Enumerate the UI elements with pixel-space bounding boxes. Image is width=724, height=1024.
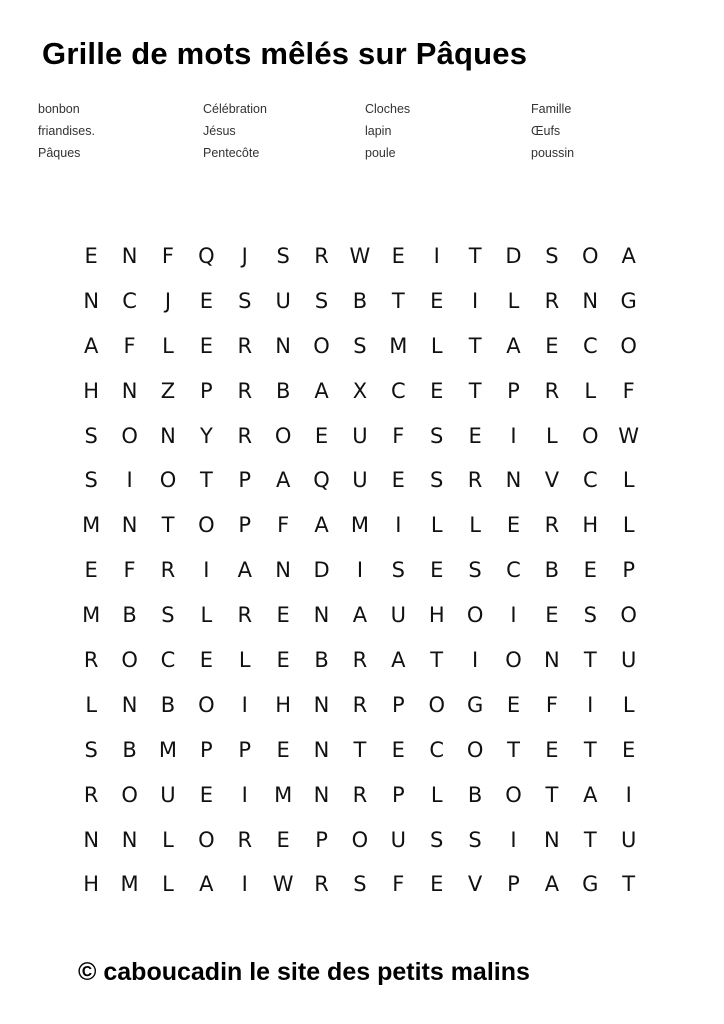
- grid-cell: E: [276, 603, 290, 628]
- grid-cell: A: [275, 468, 291, 493]
- grid-cell: A: [199, 872, 214, 897]
- grid-cell: O: [505, 782, 522, 807]
- grid-cell: F: [392, 423, 405, 448]
- grid-cell: I: [241, 782, 248, 807]
- grid-cell: F: [622, 378, 635, 403]
- grid-cell: L: [622, 468, 635, 493]
- grid-cell: E: [468, 423, 482, 448]
- grid-cell: W: [349, 244, 371, 268]
- grid-cell: S: [430, 423, 444, 448]
- grid-cell: L: [469, 513, 481, 538]
- grid-cell: R: [544, 378, 560, 403]
- grid-cell: U: [160, 782, 176, 807]
- grid-cell: J: [241, 244, 248, 268]
- grid-cell: W: [272, 872, 294, 897]
- grid-cell: N: [160, 423, 176, 448]
- grid-cell: R: [237, 378, 253, 403]
- grid-cell: H: [275, 692, 292, 717]
- grid-cell: V: [544, 468, 560, 493]
- grid-cell: R: [83, 782, 99, 807]
- grid-cell: N: [544, 648, 560, 673]
- grid-cell: G: [466, 692, 484, 717]
- grid-cell: L: [430, 782, 443, 807]
- grid-cell: E: [276, 648, 290, 673]
- grid-cell: S: [430, 468, 444, 493]
- grid-cell: A: [84, 333, 99, 358]
- grid-cell: O: [274, 423, 292, 448]
- grid-cell: I: [126, 468, 133, 493]
- grid-cell: L: [507, 288, 520, 313]
- grid-cell: A: [391, 648, 406, 673]
- grid-cell: O: [466, 603, 484, 628]
- grid-cell: M: [350, 513, 369, 538]
- grid-cell: I: [241, 872, 248, 897]
- grid-cell: O: [198, 513, 215, 538]
- grid-cell: L: [584, 378, 597, 403]
- grid-cell: F: [277, 513, 290, 538]
- word-list: [38, 98, 658, 164]
- grid-cell: I: [510, 603, 517, 628]
- grid-cell: N: [275, 333, 291, 358]
- grid-cell: L: [430, 513, 443, 538]
- grid-cell: P: [200, 378, 213, 403]
- grid-cell: E: [506, 513, 521, 538]
- grid-cell: N: [83, 827, 100, 852]
- grid-cell: L: [622, 692, 635, 717]
- word-list-item: Famille: [531, 102, 572, 116]
- grid-cell: Z: [160, 378, 176, 403]
- grid-cell: T: [468, 244, 482, 268]
- grid-cell: E: [276, 827, 290, 852]
- grid-cell: I: [472, 288, 479, 313]
- word-list-item: Cloches: [365, 102, 411, 116]
- grid-cell: N: [121, 513, 138, 538]
- grid-cell: O: [620, 333, 637, 358]
- grid-cell: F: [123, 333, 136, 358]
- grid-cell: S: [314, 288, 329, 313]
- grid-cell: U: [390, 603, 406, 628]
- grid-cell: F: [123, 558, 136, 583]
- grid-cell: S: [353, 872, 367, 897]
- grid-cell: P: [507, 872, 520, 897]
- grid-cell: R: [352, 692, 368, 717]
- grid-cell: T: [391, 288, 405, 313]
- grid-cell: N: [121, 692, 138, 717]
- grid-cell: O: [428, 692, 445, 717]
- grid-cell: V: [467, 872, 483, 897]
- grid-cell: O: [351, 827, 369, 852]
- grid-cell: O: [198, 692, 215, 717]
- grid-cell: O: [620, 603, 637, 628]
- grid-cell: E: [545, 333, 559, 358]
- grid-cell: W: [618, 423, 640, 448]
- grid-cell: E: [430, 558, 444, 583]
- grid-cell: R: [544, 288, 560, 313]
- grid-cell: S: [276, 244, 290, 268]
- grid-cell: R: [237, 423, 253, 448]
- grid-cell: I: [395, 513, 402, 538]
- grid-cell: P: [391, 692, 405, 717]
- grid-cell: N: [83, 288, 100, 313]
- grid-cell: T: [545, 782, 559, 807]
- grid-cell: E: [314, 423, 329, 448]
- grid-cell: T: [161, 513, 175, 538]
- grid-cell: B: [122, 603, 137, 628]
- grid-cell: O: [121, 648, 138, 673]
- grid-cell: T: [353, 737, 367, 762]
- grid-cell: L: [85, 692, 98, 717]
- grid-cell: N: [275, 558, 291, 583]
- grid-cell: R: [237, 827, 253, 852]
- grid-cell: U: [275, 288, 291, 313]
- grid-cell: N: [582, 288, 599, 313]
- grid-cell: E: [622, 737, 636, 762]
- word-list-item: Célébration: [203, 102, 267, 116]
- grid-cell: N: [313, 603, 330, 628]
- grid-cell: I: [241, 692, 248, 717]
- grid-cell: C: [582, 468, 598, 493]
- grid-cell: T: [199, 468, 213, 493]
- grid-cell: O: [313, 333, 330, 358]
- grid-cell: P: [622, 558, 635, 583]
- grid-cell: M: [389, 333, 408, 358]
- grid-cell: I: [472, 648, 479, 673]
- grid-cell: E: [506, 692, 521, 717]
- grid-cell: E: [430, 872, 444, 897]
- grid-cell: B: [275, 378, 291, 403]
- grid-cell: P: [238, 737, 252, 762]
- grid-cell: E: [430, 288, 444, 313]
- word-list-item: Pentecôte: [203, 146, 260, 160]
- word-list-item: bonbon: [38, 102, 80, 116]
- grid-cell: O: [159, 468, 177, 493]
- grid-cell: T: [583, 827, 597, 852]
- grid-cell: H: [83, 872, 100, 897]
- grid-cell: B: [352, 288, 368, 313]
- word-list-item: Jésus: [203, 124, 236, 138]
- grid-cell: R: [83, 648, 99, 673]
- grid-cell: A: [314, 513, 329, 538]
- grid-cell: R: [314, 244, 329, 268]
- grid-cell: S: [84, 737, 98, 762]
- grid-cell: U: [620, 827, 637, 852]
- grid-cell: B: [544, 558, 560, 583]
- grid-cell: N: [505, 468, 522, 493]
- grid-cell: L: [162, 333, 174, 358]
- grid-cell: A: [544, 872, 560, 897]
- grid-cell: E: [545, 737, 559, 762]
- grid-cell: X: [352, 378, 368, 403]
- grid-cell: L: [546, 423, 558, 448]
- grid-cell: N: [544, 827, 560, 852]
- grid-cell: S: [430, 827, 444, 852]
- grid-cell: N: [313, 782, 330, 807]
- grid-cell: A: [237, 558, 252, 583]
- grid-cell: O: [582, 244, 599, 268]
- grid-cell: P: [315, 827, 328, 852]
- grid-cell: O: [505, 648, 522, 673]
- grid-cell: R: [544, 513, 560, 538]
- word-list-item: friandises.: [38, 124, 95, 138]
- grid-cell: C: [506, 558, 521, 583]
- grid-cell: H: [582, 513, 599, 538]
- grid-cell: B: [122, 737, 137, 762]
- grid-cell: O: [121, 782, 138, 807]
- grid-cell: N: [121, 827, 138, 852]
- grid-cell: T: [583, 737, 597, 762]
- grid-cell: F: [545, 692, 558, 717]
- grid-cell: S: [583, 603, 597, 628]
- grid-cell: U: [352, 468, 368, 493]
- grid-cell: B: [314, 648, 329, 673]
- grid-cell: E: [391, 737, 405, 762]
- grid-cell: S: [84, 423, 98, 448]
- grid-cell: D: [313, 558, 330, 583]
- grid-cell: M: [120, 872, 139, 897]
- grid-cell: G: [582, 872, 599, 897]
- page-title: Grille de mots mêlés sur Pâques: [42, 36, 528, 71]
- grid-cell: P: [238, 513, 252, 538]
- grid-cell: O: [121, 423, 138, 448]
- grid-cell: N: [121, 378, 138, 403]
- grid-cell: F: [392, 872, 405, 897]
- grid-cell: O: [198, 827, 215, 852]
- grid-cell: S: [238, 288, 252, 313]
- grid-cell: C: [122, 288, 137, 313]
- grid-cell: S: [545, 244, 559, 268]
- grid-cell: R: [160, 558, 176, 583]
- grid-cell: B: [467, 782, 483, 807]
- grid-cell: C: [429, 737, 445, 762]
- grid-cell: R: [352, 648, 368, 673]
- grid-cell: B: [160, 692, 176, 717]
- grid-cell: L: [200, 603, 213, 628]
- grid-cell: E: [84, 558, 98, 583]
- grid-cell: L: [238, 648, 251, 673]
- grid-cell: E: [391, 468, 405, 493]
- grid-cell: R: [352, 782, 368, 807]
- grid-cell: E: [199, 288, 213, 313]
- grid-cell: N: [313, 737, 330, 762]
- grid-cell: U: [390, 827, 406, 852]
- grid-cell: D: [505, 244, 522, 268]
- grid-cell: S: [84, 468, 98, 493]
- grid-cell: S: [353, 333, 367, 358]
- grid-cell: L: [162, 827, 174, 852]
- grid-cell: E: [391, 244, 405, 268]
- grid-cell: I: [433, 244, 440, 268]
- grid-cell: L: [430, 333, 443, 358]
- grid-cell: G: [620, 288, 637, 313]
- grid-cell: R: [314, 872, 329, 897]
- word-list-item: Œufs: [531, 124, 561, 138]
- grid-cell: O: [582, 423, 599, 448]
- grid-cell: M: [82, 603, 101, 628]
- grid-cell: P: [200, 737, 213, 762]
- grid-cell: S: [391, 558, 405, 583]
- grid-cell: P: [238, 468, 252, 493]
- grid-cell: M: [158, 737, 178, 762]
- grid-cell: U: [620, 648, 637, 673]
- grid-cell: E: [199, 333, 213, 358]
- grid-cell: I: [510, 827, 517, 852]
- grid-cell: E: [276, 737, 290, 762]
- grid-cell: H: [83, 378, 100, 403]
- grid-cell: T: [622, 872, 636, 897]
- grid-cell: A: [314, 378, 329, 403]
- grid-cell: S: [161, 603, 175, 628]
- grid-cell: A: [506, 333, 521, 358]
- grid-cell: N: [313, 692, 330, 717]
- grid-cell: P: [507, 378, 520, 403]
- word-list-item: poule: [365, 146, 396, 160]
- word-list-item: lapin: [365, 124, 392, 138]
- grid-cell: Q: [313, 468, 330, 493]
- grid-cell: E: [199, 782, 213, 807]
- grid-cell: R: [237, 333, 253, 358]
- grid-cell: F: [161, 244, 175, 268]
- grid-cell: Y: [199, 423, 213, 448]
- grid-cell: E: [545, 603, 559, 628]
- grid-cell: R: [467, 468, 483, 493]
- grid-cell: E: [583, 558, 597, 583]
- grid-cell: E: [430, 378, 444, 403]
- grid-cell: M: [274, 782, 293, 807]
- grid-cell: A: [621, 244, 636, 268]
- grid-cell: R: [237, 603, 253, 628]
- grid-cell: I: [356, 558, 364, 583]
- grid-cell: H: [428, 603, 445, 628]
- grid-cell: M: [82, 513, 101, 538]
- grid-cell: L: [622, 513, 635, 538]
- grid-cell: L: [162, 872, 174, 897]
- grid-cell: Q: [198, 244, 215, 268]
- grid-cell: I: [510, 423, 517, 448]
- footer-credit: © caboucadin le site des petits malins: [78, 958, 530, 986]
- grid-cell: S: [468, 827, 482, 852]
- grid-cell: U: [352, 423, 368, 448]
- grid-cell: I: [203, 558, 210, 583]
- word-list-item: poussin: [531, 146, 575, 160]
- grid-cell: S: [468, 558, 482, 583]
- grid-cell: A: [583, 782, 598, 807]
- letter-grid: [72, 236, 652, 909]
- grid-cell: I: [587, 692, 594, 717]
- grid-cell: T: [468, 333, 482, 358]
- grid-cell: C: [160, 648, 176, 673]
- grid-cell: E: [84, 244, 98, 268]
- grid-cell: A: [352, 603, 368, 628]
- grid-cell: C: [390, 378, 406, 403]
- grid-cell: T: [468, 378, 482, 403]
- grid-cell: J: [164, 288, 172, 313]
- word-list-item: Pâques: [38, 146, 81, 160]
- grid-cell: I: [625, 782, 632, 807]
- grid-cell: P: [391, 782, 405, 807]
- grid-cell: O: [466, 737, 484, 762]
- grid-cell: N: [121, 244, 138, 268]
- grid-cell: E: [199, 648, 213, 673]
- grid-cell: T: [507, 737, 520, 762]
- grid-cell: T: [430, 648, 444, 673]
- grid-cell: T: [583, 648, 597, 673]
- grid-cell: C: [582, 333, 598, 358]
